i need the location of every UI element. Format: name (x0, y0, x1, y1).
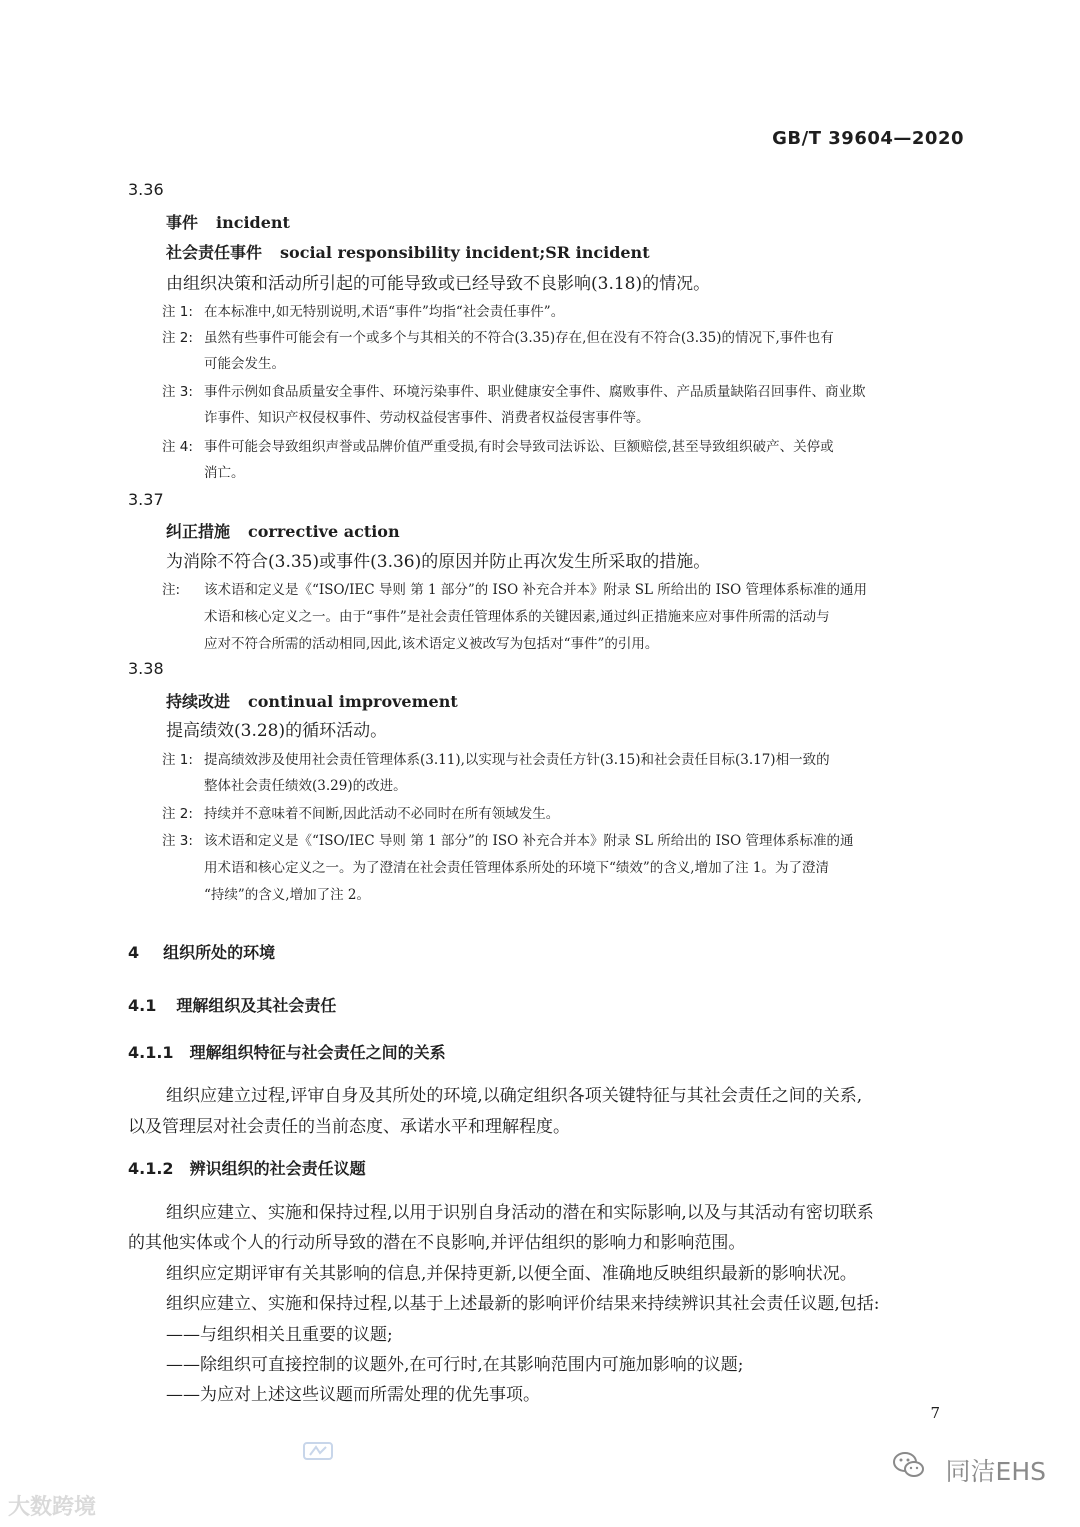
note-text: 可能会发生。 (204, 356, 285, 372)
alt-term-zh: 社会责任事件 (166, 243, 263, 262)
section-number: 4 (128, 943, 140, 962)
subsection-number: 4.1 (128, 996, 157, 1015)
subsection-heading (128, 1156, 366, 1179)
note-label: 注: (162, 582, 181, 598)
note-text: “持续”的含义,增加了注 2。 (204, 887, 370, 903)
subsection-heading (128, 1040, 446, 1063)
section-heading (128, 940, 275, 963)
term-en: corrective action (248, 522, 400, 541)
term-en: continual improvement (248, 692, 458, 711)
watermark-right: 同洁EHS (945, 1457, 1046, 1486)
note-label: 注 4: (162, 439, 193, 455)
clause-number: 3.38 (128, 659, 164, 678)
paragraph-line: 组织应定期评审有关其影响的信息,并保持更新,以便全面、准确地反映组织最新的影响状况。 (166, 1264, 857, 1284)
clause-number: 3.37 (128, 490, 164, 509)
note-text: 应对不符合所需的活动相同,因此,该术语定义被改写为包括对“事件”的引用。 (204, 636, 659, 652)
term-zh: 事件 (166, 213, 199, 232)
definition: 为消除不符合(3.35)或事件(3.36)的原因并防止再次发生所采取的措施。 (166, 552, 711, 572)
term-zh: 持续改进 (166, 692, 231, 711)
paragraph-line: 组织应建立、实施和保持过程,以基于上述最新的影响评价结果来持续辨识其社会责任议题,包括: (166, 1294, 880, 1314)
note-label: 注 3: (162, 833, 193, 849)
note-text: 用术语和核心定义之一。为了澄清在社会责任管理体系所处的环境下“绩效”的含义,增加了注 1。为了澄清 (204, 860, 829, 876)
paragraph-line: 以及管理层对社会责任的当前态度、承诺水平和理解程度。 (128, 1117, 570, 1137)
note-text: 消亡。 (204, 465, 245, 481)
definition: 提高绩效(3.28)的循环活动。 (166, 721, 388, 741)
alt-term-en: social responsibility incident;SR incident (280, 243, 650, 262)
term-zh: 纠正措施 (166, 522, 231, 541)
paragraph-line: 的其他实体或个人的行动所导致的潜在不良影响,并评估组织的影响力和影响范围。 (128, 1233, 746, 1253)
note-label: 注 2: (162, 806, 193, 822)
wechat-icon (892, 1450, 926, 1480)
section-title: 组织所处的环境 (163, 943, 276, 962)
term-en: incident (216, 213, 290, 232)
paragraph-line: 组织应建立过程,评审自身及其所处的环境,以确定组织各项关键特征与其社会责任之间的关系, (166, 1086, 863, 1106)
term (166, 519, 400, 542)
alt-term (166, 240, 650, 263)
subsection-heading (128, 993, 336, 1016)
list-item: ——与组织相关且重要的议题; (166, 1325, 393, 1345)
subsection-title: 理解组织特征与社会责任之间的关系 (189, 1043, 446, 1062)
note-text: 该术语和定义是《“ISO/IEC 导则 第 1 部分”的 ISO 补充合并本》附录 SL 所给出的 ISO 管理体系标准的通用 (204, 582, 868, 598)
definition: 由组织决策和活动所引起的可能导致或已经导致不良影响(3.18)的情况。 (166, 274, 711, 294)
subsection-number: 4.1.2 (128, 1159, 174, 1178)
note-text: 整体社会责任绩效(3.29)的改进。 (204, 778, 407, 794)
note-text: 该术语和定义是《“ISO/IEC 导则 第 1 部分”的 ISO 补充合并本》附录 SL 所给出的 ISO 管理体系标准的通 (204, 833, 854, 849)
clause-number: 3.36 (128, 180, 164, 199)
subsection-title: 辨识组织的社会责任议题 (189, 1159, 366, 1178)
note-label: 注 2: (162, 330, 193, 346)
paragraph-line: 组织应建立、实施和保持过程,以用于识别自身活动的潜在和实际影响,以及与其活动有密切联系 (166, 1203, 874, 1223)
note-text: 事件示例如食品质量安全事件、环境污染事件、职业健康安全事件、腐败事件、产品质量缺陷召回事件、商业欺 (204, 384, 866, 400)
subsection-title: 理解组织及其社会责任 (176, 996, 337, 1015)
note-text: 提高绩效涉及使用社会责任管理体系(3.11),以实现与社会责任方针(3.15)和社会责任目标(3.17)相一致的 (204, 752, 830, 768)
page-number: 7 (930, 1404, 940, 1422)
note-text: 虽然有些事件可能会有一个或多个与其相关的不符合(3.35)存在,但在没有不符合(3.35)的情况下,事件也有 (204, 330, 834, 346)
subsection-number: 4.1.1 (128, 1043, 174, 1062)
note-text: 诈事件、知识产权侵权事件、劳动权益侵害事件、消费者权益侵害事件等。 (204, 410, 650, 426)
publisher-logo-icon (303, 1440, 333, 1462)
list-item: ——除组织可直接控制的议题外,在可行时,在其影响范围内可施加影响的议题; (166, 1355, 744, 1375)
note-label: 注 1: (162, 304, 193, 320)
note-text: 持续并不意味着不间断,因此活动不必同时在所有领域发生。 (204, 806, 560, 822)
note-label: 注 1: (162, 752, 193, 768)
term (166, 689, 458, 712)
list-item: ——为应对上述这些议题而所需处理的优先事项。 (166, 1385, 540, 1405)
term (166, 210, 290, 233)
watermark-left: 大数跨境 (8, 1495, 97, 1520)
note-text: 事件可能会导致组织声誉或品牌价值严重受损,有时会导致司法诉讼、巨额赔偿,甚至导致组织破产、关停或 (204, 439, 834, 455)
note-text: 术语和核心定义之一。由于“事件”是社会责任管理体系的关键因素,通过纠正措施来应对事件所需的活动与 (204, 609, 830, 625)
note-text: 在本标准中,如无特别说明,术语“事件”均指“社会责任事件”。 (204, 304, 565, 320)
note-label: 注 3: (162, 384, 193, 400)
standard-number: GB/T 39604—2020 (772, 128, 964, 149)
